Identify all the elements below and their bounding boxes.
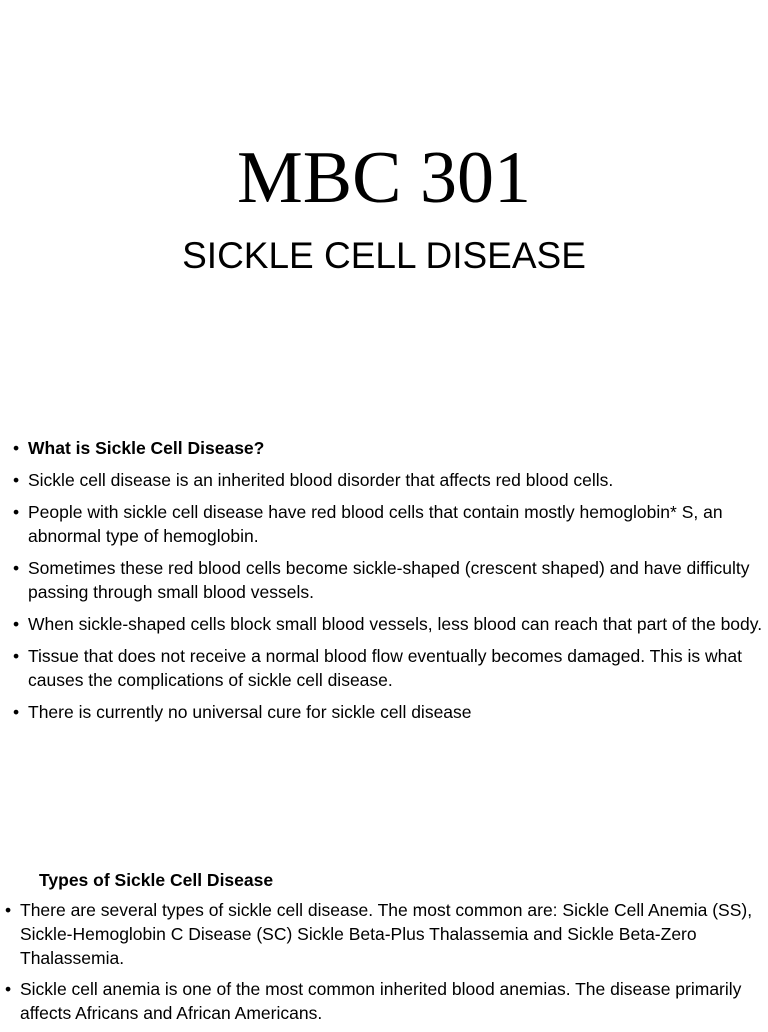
list-item-text: Sometimes these red blood cells become sickle-shaped (crescent shaped) and have difficulty passing through small blood vessels. (28, 558, 750, 602)
list-item-text: Tissue that does not receive a normal blood flow eventually becomes damaged. This is what causes the complications of sickle cell disease. (28, 646, 742, 690)
list-item (13, 700, 763, 724)
list-item-text: Sickle cell disease is an inherited blood disorder that affects red blood cells. (28, 470, 614, 490)
list-item-text: There are several types of sickle cell disease. The most common are: Sickle Cell Anemia (SS), Sickle-Hemoglobin C Disease (SC) Sickle Beta-Plus Thalassemia and Sickle Beta-Zero Thalassemia. (20, 900, 753, 968)
list-item (13, 612, 763, 636)
bullet-icon: • (5, 900, 12, 920)
page-title: MBC 301 (236, 137, 531, 219)
list-item (5, 977, 760, 1025)
types-list (5, 898, 760, 1032)
list-item (13, 436, 763, 460)
bullet-icon: • (13, 614, 20, 634)
list-item (13, 556, 763, 604)
overview-list (13, 436, 763, 732)
list-item-text: When sickle-shaped cells block small blood vessels, less blood can reach that part of the body. (28, 614, 763, 634)
page-subtitle: SICKLE CELL DISEASE (182, 235, 586, 276)
section-heading: Types of Sickle Cell Disease (39, 870, 274, 890)
bullet-icon: • (13, 558, 20, 578)
list-item-text: People with sickle cell disease have red blood cells that contain mostly hemoglobin* S, an abnormal type of hemoglobin. (28, 502, 723, 546)
list-item (13, 500, 763, 548)
list-item-text: Sickle cell anemia is one of the most common inherited blood anemias. The disease primarily affects Africans and African Americans. (20, 979, 742, 1023)
bullet-icon: • (13, 502, 20, 522)
list-item (5, 898, 760, 970)
list-item (13, 468, 763, 492)
bullet-icon: • (13, 470, 20, 490)
bullet-icon: • (13, 646, 20, 666)
question-heading: What is Sickle Cell Disease? (28, 438, 265, 458)
bullet-icon: • (5, 979, 12, 999)
bullet-icon: • (13, 702, 20, 722)
list-item (13, 644, 763, 692)
bullet-icon: • (13, 438, 20, 458)
list-item-text: There is currently no universal cure for sickle cell disease (28, 702, 472, 722)
